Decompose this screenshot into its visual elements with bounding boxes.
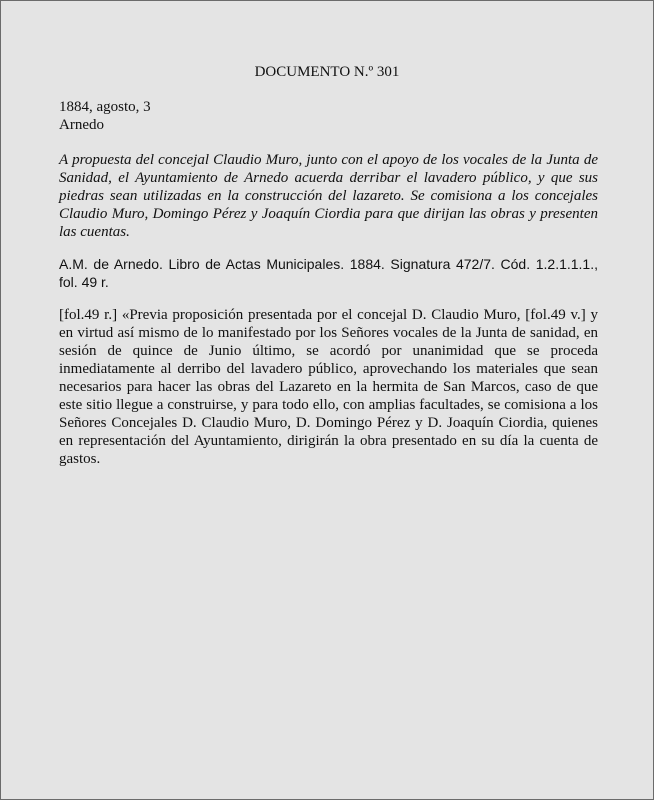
document-transcription: [fol.49 r.] «Previa proposición presentada por el concejal D. Claudio Muro, [fol.49 v.] y en virtud así mismo de lo manifestado por los Señores vocales de la Junta de sanidad, en sesión de quince de Junio último, se acordó por unanimidad que se proceda inmediatamente al derribo del lavadero público, aprovechando los materiales que sean necesarios para hacer las obras del Lazareto en la hermita de San Marcos, caso de que este sitio llegue a construirse, y para todo ello, con amplias facultades, se comisiona a los Señores Concejales D. Claudio Muro, D. Domingo Pérez y D. Joaquín Ciordia, quienes en representación del Ayuntamiento, dirigirán la obra presentado en su día la cuenta de gastos. <box>59 307 598 467</box>
archival-source: A.M. de Arnedo. Libro de Actas Municipales. 1884. Signatura 472/7. Cód. 1.2.1.1.1., fol. 49 r. <box>59 256 598 290</box>
document-date: 1884, agosto, 3 <box>59 99 151 115</box>
date-place-block <box>59 98 598 134</box>
document-summary: A propuesta del concejal Claudio Muro, junto con el apoyo de los vocales de la Junta de Sanidad, el Ayuntamiento de Arnedo acuerda derribar el lavadero público, y que sus piedras sean utilizadas en la construcción del lazareto. Se comisiona a los concejales Claudio Muro, Domingo Pérez y Joaquín Ciordia para que dirijan las obras y presenten las cuentas. <box>59 152 598 240</box>
document-place: Arnedo <box>59 117 104 133</box>
document-title: DOCUMENTO N.º 301 <box>254 64 400 80</box>
